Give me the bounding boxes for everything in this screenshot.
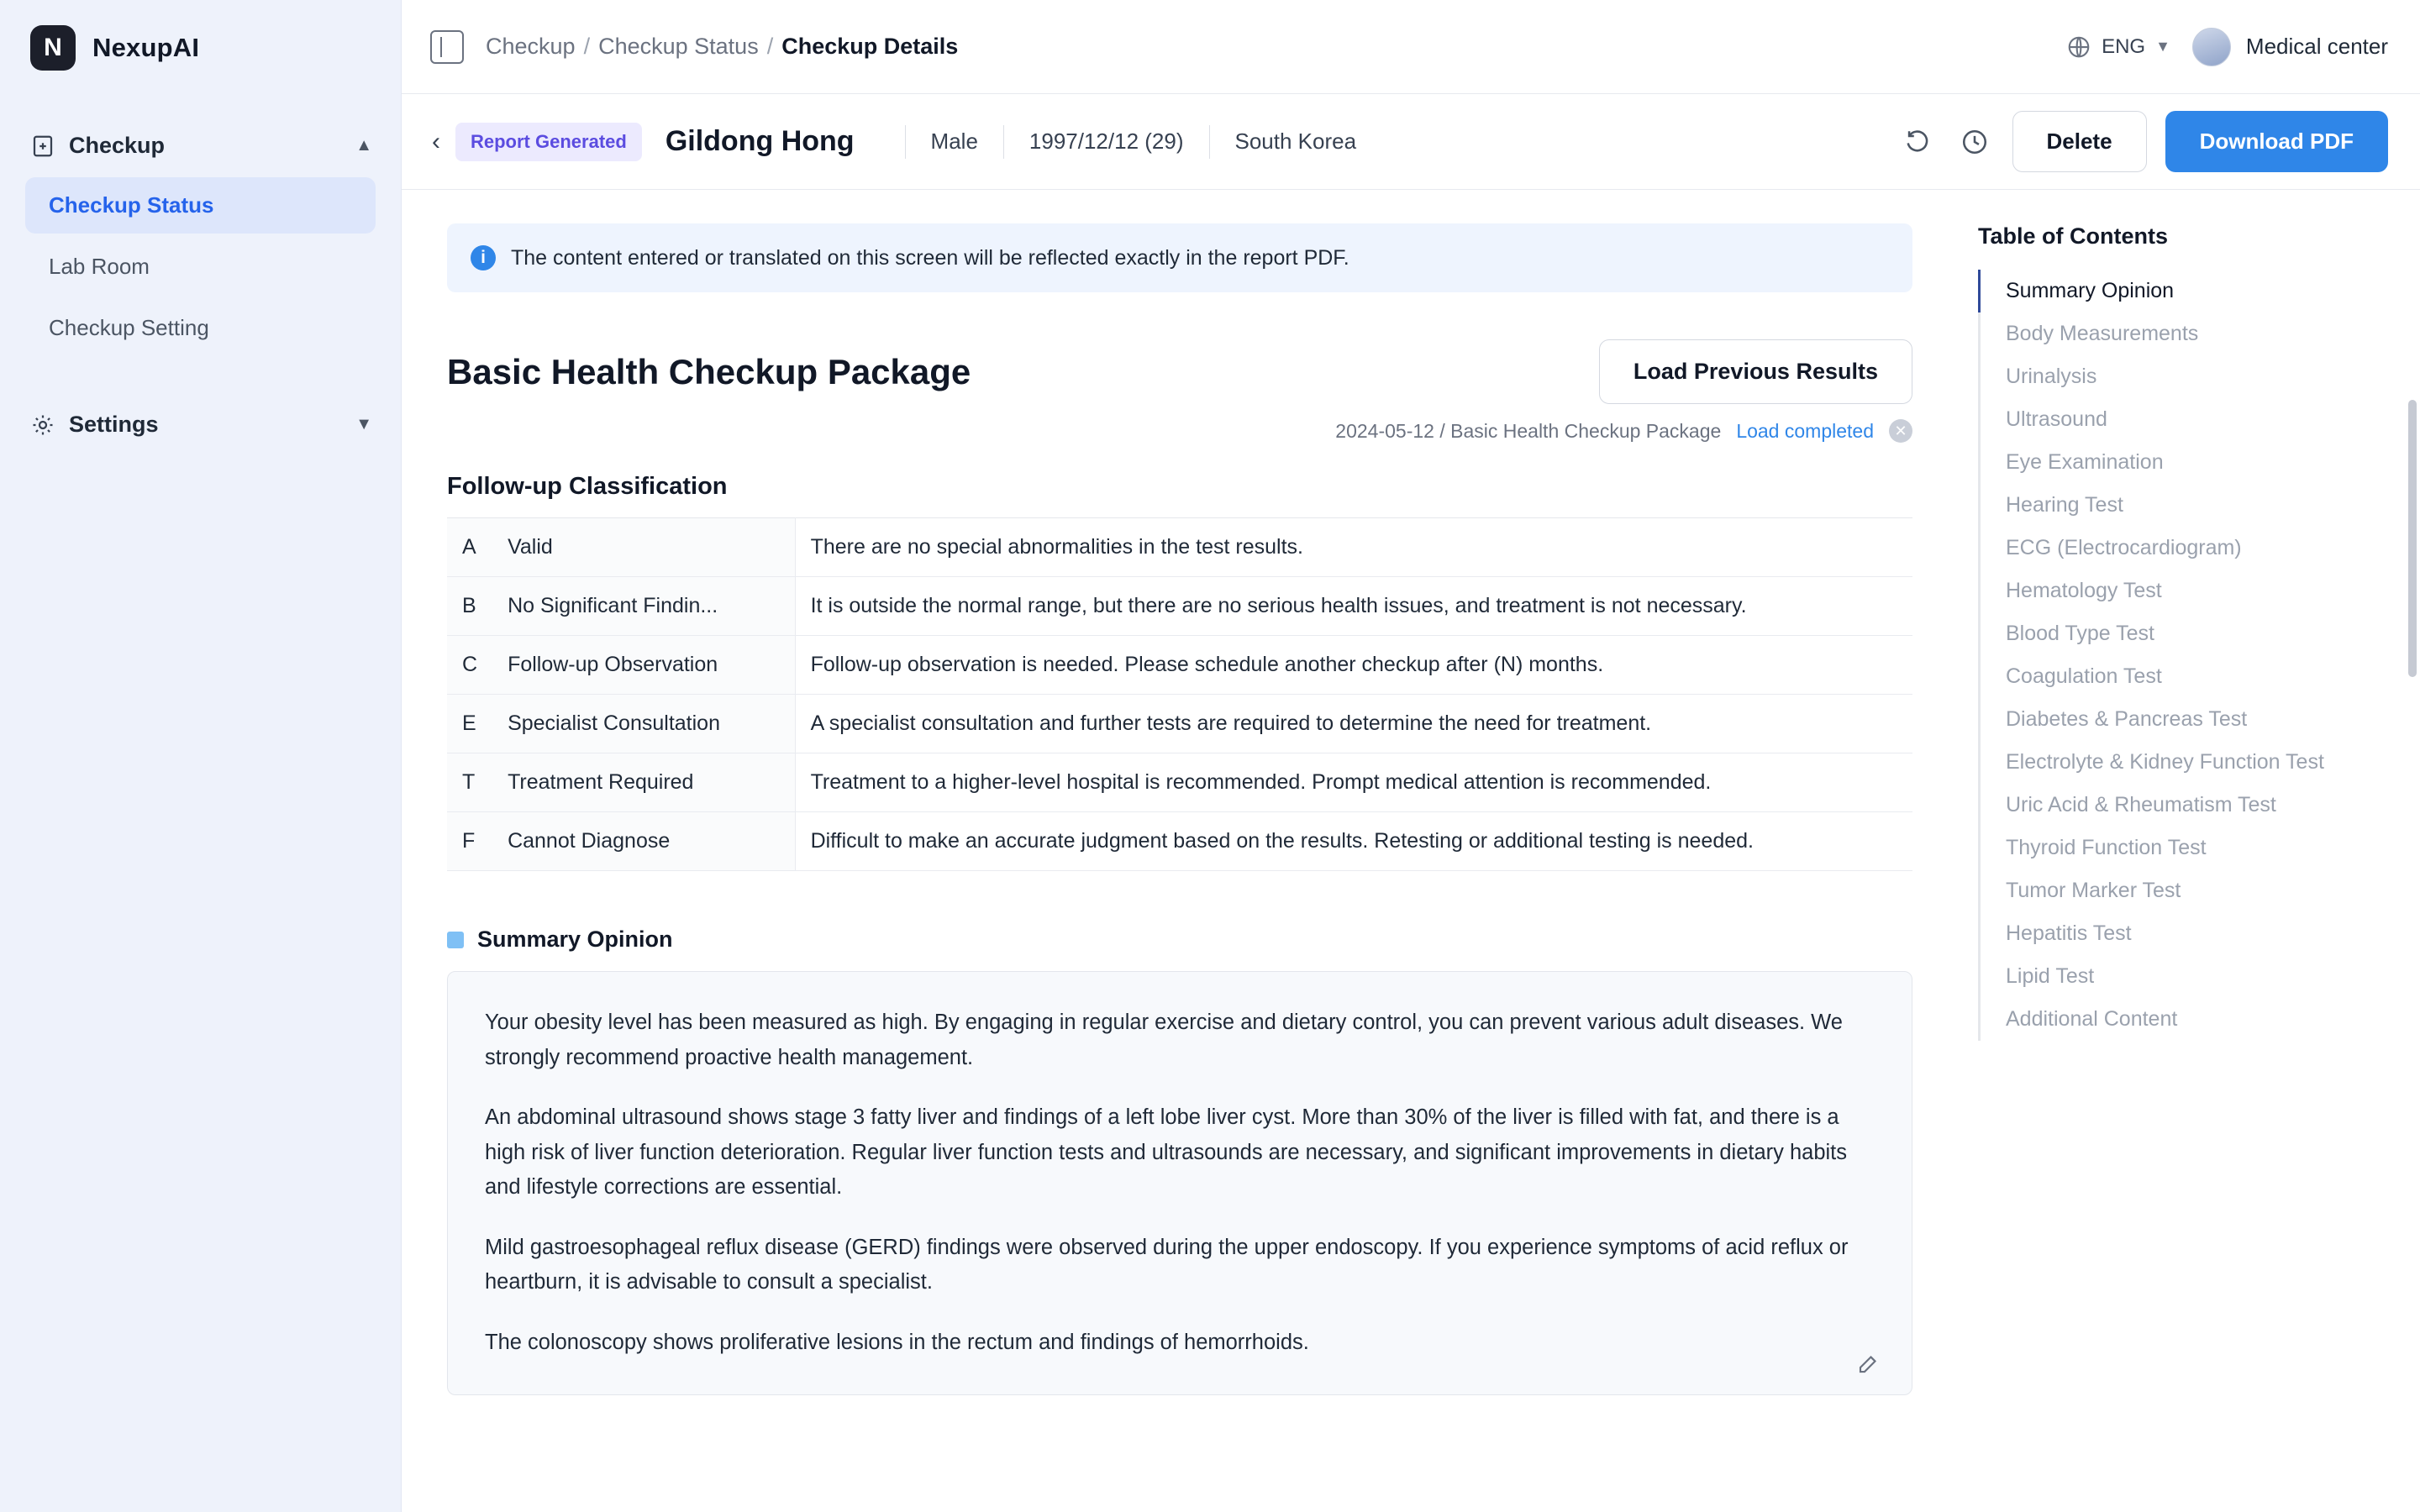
divider bbox=[905, 125, 906, 159]
breadcrumb-item-checkup-status[interactable]: Checkup Status bbox=[598, 34, 759, 59]
nav-group-checkup-header[interactable] bbox=[0, 123, 401, 169]
summary-opinion-title: Summary Opinion bbox=[477, 927, 673, 952]
toc-item-ultrasound[interactable]: Ultrasound bbox=[2006, 407, 2107, 431]
nav-items-checkup bbox=[0, 177, 401, 356]
row-grade: C bbox=[447, 636, 492, 695]
toc-item-hematology-test[interactable]: Hematology Test bbox=[2006, 579, 2162, 602]
toc-item-lipid-test[interactable]: Lipid Test bbox=[2006, 964, 2095, 988]
followup-section-title: Follow-up Classification bbox=[447, 473, 728, 500]
sidebar-item-lab-room[interactable]: Lab Room bbox=[49, 254, 150, 279]
account-menu[interactable] bbox=[2192, 28, 2388, 66]
info-notice bbox=[447, 223, 1912, 292]
report-content bbox=[402, 190, 1949, 1512]
toc-item-body-measurements[interactable]: Body Measurements bbox=[2006, 322, 2199, 345]
row-name: No Significant Findin... bbox=[492, 577, 795, 636]
row-name: Specialist Consultation bbox=[492, 695, 795, 753]
row-grade: B bbox=[447, 577, 492, 636]
toc-item-blood-type-test[interactable]: Blood Type Test bbox=[2006, 622, 2154, 645]
summary-paragraph: Your obesity level has been measured as high. By engaging in regular exercise and dietary control, you can prevent various adult diseases. We strongly recommend proactive health management. bbox=[485, 1011, 1843, 1069]
avatar bbox=[2192, 28, 2231, 66]
brand-logo-icon: N bbox=[30, 25, 76, 71]
sidebar-toggle-icon[interactable] bbox=[430, 30, 464, 64]
toc-item-eye-examination[interactable]: Eye Examination bbox=[2006, 450, 2164, 474]
edit-pencil-icon[interactable] bbox=[1856, 1351, 1881, 1376]
row-grade: E bbox=[447, 695, 492, 753]
row-description: Follow-up observation is needed. Please schedule another checkup after (N) months. bbox=[795, 636, 1912, 695]
load-status-link[interactable]: Load completed bbox=[1736, 419, 1874, 442]
chevron-up-icon: ▲ bbox=[355, 136, 372, 155]
nav-group-checkup-label: Checkup bbox=[69, 133, 166, 158]
nav-group-checkup bbox=[0, 123, 401, 356]
sidebar-item-checkup-status[interactable]: Checkup Status bbox=[25, 177, 376, 234]
load-meta bbox=[447, 419, 1912, 443]
sidebar bbox=[0, 0, 402, 1512]
patient-gender: Male bbox=[930, 129, 978, 154]
row-description: A specialist consultation and further tests are required to determine the need for treatment. bbox=[795, 695, 1912, 753]
patient-birthdate-age: 1997/12/12 (29) bbox=[1028, 129, 1184, 154]
patient-name: Gildong Hong bbox=[665, 125, 855, 157]
breadcrumb-item-checkup-details: Checkup Details bbox=[781, 34, 959, 59]
summary-paragraph: Mild gastroesophageal reflux disease (GERD) findings were observed during the upper endoscopy. If you experience symptoms of acid reflux or heartburn, it is advisable to consult a specialist. bbox=[485, 1235, 1849, 1294]
top-bar-right bbox=[2066, 28, 2388, 66]
toc-item-tumor-marker-test[interactable]: Tumor Marker Test bbox=[2006, 879, 2181, 902]
clipboard-plus-icon bbox=[30, 134, 55, 159]
content-body bbox=[402, 190, 2420, 1512]
toc-item-thyroid-function-test[interactable]: Thyroid Function Test bbox=[2006, 836, 2207, 859]
chevron-down-icon: ▼ bbox=[2155, 38, 2170, 55]
row-grade: A bbox=[447, 518, 492, 577]
globe-icon bbox=[2066, 34, 2091, 60]
status-badge: Report Generated bbox=[455, 123, 642, 161]
nav-group-settings-label: Settings bbox=[69, 412, 159, 437]
table-row bbox=[447, 753, 1912, 812]
patient-bar bbox=[402, 94, 2420, 190]
table-row bbox=[447, 812, 1912, 871]
content-area bbox=[402, 190, 2420, 1512]
close-icon[interactable]: ✕ bbox=[1889, 419, 1912, 443]
patient-country: South Korea bbox=[1234, 129, 1357, 154]
summary-opinion-box[interactable] bbox=[447, 971, 1912, 1395]
brand[interactable] bbox=[0, 0, 401, 91]
loaded-package-meta: 2024-05-12 / Basic Health Checkup Package bbox=[1335, 419, 1722, 442]
toc-list bbox=[1978, 270, 2386, 1041]
section-marker-icon bbox=[447, 932, 464, 948]
toc-item-coagulation-test[interactable]: Coagulation Test bbox=[2006, 664, 2162, 688]
row-name: Treatment Required bbox=[492, 753, 795, 812]
chevron-down-icon: ▼ bbox=[355, 415, 372, 433]
page-title: Basic Health Checkup Package bbox=[447, 351, 971, 391]
summary-paragraph: The colonoscopy shows proliferative lesions in the rectum and findings of hemorrhoids. bbox=[485, 1330, 1309, 1354]
divider bbox=[1209, 125, 1210, 159]
toc-item-ecg[interactable]: ECG (Electrocardiogram) bbox=[2006, 536, 2242, 559]
breadcrumb-separator: / bbox=[766, 34, 774, 59]
row-description: Difficult to make an accurate judgment based on the results. Retesting or additional testing is needed. bbox=[795, 812, 1912, 871]
toc-item-diabetes-pancreas-test[interactable]: Diabetes & Pancreas Test bbox=[2006, 707, 2248, 731]
row-name: Valid bbox=[492, 518, 795, 577]
history-clock-icon[interactable] bbox=[1955, 123, 1994, 161]
sidebar-item-checkup-setting[interactable]: Checkup Setting bbox=[49, 315, 209, 340]
patient-actions bbox=[1898, 111, 2388, 172]
info-icon: i bbox=[471, 245, 496, 270]
table-row bbox=[447, 577, 1912, 636]
toc-item-electrolyte-kidney-function-test[interactable]: Electrolyte & Kidney Function Test bbox=[2006, 750, 2324, 774]
row-grade: F bbox=[447, 812, 492, 871]
breadcrumb-item-checkup[interactable]: Checkup bbox=[486, 34, 576, 59]
row-description: It is outside the normal range, but there are no serious health issues, and treatment is not necessary. bbox=[795, 577, 1912, 636]
gear-icon bbox=[30, 412, 55, 438]
download-pdf-button[interactable]: Download PDF bbox=[2165, 111, 2388, 172]
toc-item-additional-content[interactable]: Additional Content bbox=[2006, 1007, 2178, 1031]
nav-group-settings-header[interactable] bbox=[0, 402, 401, 448]
followup-classification-table bbox=[447, 517, 1912, 871]
main-column bbox=[402, 0, 2420, 1512]
summary-paragraph: An abdominal ultrasound shows stage 3 fatty liver and findings of a left lobe liver cyst. More than 30% of the liver is filled with fat, and there is a high risk of liver function deterioration. Regular liver function tests and ultrasounds are necessary, and significant improvements in dietary habits and lifestyle corrections are essential. bbox=[485, 1105, 1848, 1200]
toc-item-uric-acid-rheumatism-test[interactable]: Uric Acid & Rheumatism Test bbox=[2006, 793, 2276, 816]
row-description: Treatment to a higher-level hospital is recommended. Prompt medical attention is recommended. bbox=[795, 753, 1912, 812]
toc-item-urinalysis[interactable]: Urinalysis bbox=[2006, 365, 2097, 388]
row-name: Follow-up Observation bbox=[492, 636, 795, 695]
row-name: Cannot Diagnose bbox=[492, 812, 795, 871]
table-of-contents bbox=[1949, 190, 2420, 1512]
top-bar bbox=[402, 0, 2420, 94]
nav-group-settings bbox=[0, 402, 401, 448]
package-header bbox=[447, 339, 1912, 404]
breadcrumb bbox=[486, 34, 958, 60]
summary-opinion-header bbox=[447, 927, 1912, 953]
toc-item-hepatitis-test[interactable]: Hepatitis Test bbox=[2006, 921, 2132, 945]
divider bbox=[1003, 125, 1004, 159]
vertical-scrollbar[interactable] bbox=[2408, 400, 2417, 677]
back-button[interactable]: ‹ bbox=[432, 127, 440, 155]
language-value: ENG bbox=[2102, 34, 2146, 58]
delete-button[interactable]: Delete bbox=[2012, 111, 2147, 172]
toc-item-summary-opinion[interactable]: Summary Opinion bbox=[1978, 270, 2386, 312]
table-row bbox=[447, 636, 1912, 695]
toc-item-hearing-test[interactable]: Hearing Test bbox=[2006, 493, 2123, 517]
language-selector[interactable] bbox=[2066, 34, 2170, 60]
brand-name: NexupAI bbox=[92, 33, 200, 62]
table-row bbox=[447, 695, 1912, 753]
info-notice-text: The content entered or translated on this screen will be reflected exactly in the report PDF. bbox=[511, 245, 1349, 270]
undo-icon[interactable] bbox=[1898, 123, 1937, 161]
toc-title: Table of Contents bbox=[1978, 223, 2168, 249]
breadcrumb-separator: / bbox=[583, 34, 591, 59]
table-row bbox=[447, 518, 1912, 577]
row-grade: T bbox=[447, 753, 492, 812]
load-previous-results-button[interactable]: Load Previous Results bbox=[1599, 339, 1912, 404]
account-name: Medical center bbox=[2245, 34, 2388, 59]
row-description: There are no special abnormalities in the test results. bbox=[795, 518, 1912, 577]
